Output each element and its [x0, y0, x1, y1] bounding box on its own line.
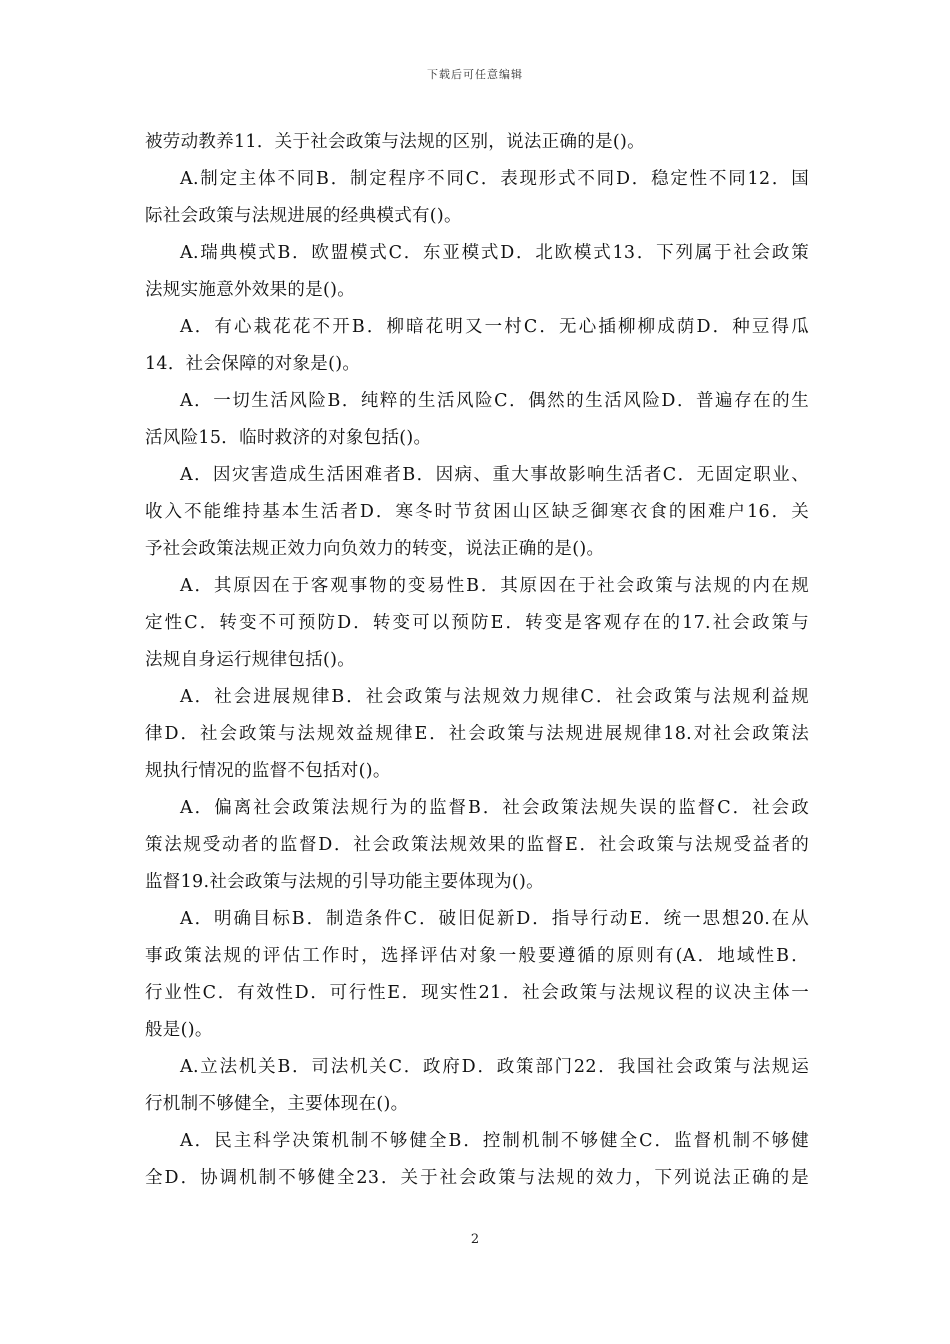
text-line: 收入不能维持基本生活者D．寒冬时节贫困山区缺乏御寒衣食的困难户16．关: [145, 502, 809, 522]
text-line: 行机制不够健全，主要体现在()。: [145, 1094, 409, 1114]
page-header: 下载后可任意编辑: [427, 68, 523, 81]
text-line: 规执行情况的监督不包括对()。: [145, 761, 391, 781]
text-line: 法规实施意外效果的是()。: [145, 280, 356, 300]
text-line: 际社会政策与法规进展的经典模式有()。: [145, 206, 462, 226]
text-line: A．民主科学决策机制不够健全B．控制机制不够健全C．监督机制不够健: [180, 1131, 809, 1151]
page-number: 2: [470, 1232, 480, 1247]
text-line: A.制定主体不同B．制定程序不同C．表现形式不同D．稳定性不同12．国: [180, 169, 809, 189]
text-line: 被劳动教养11．关于社会政策与法规的区别，说法正确的是()。: [145, 132, 645, 152]
text-line: 全D．协调机制不够健全23．关于社会政策与法规的效力，下列说法正确的是: [145, 1168, 809, 1188]
text-line: 14．社会保障的对象是()。: [145, 354, 361, 374]
text-line: 行业性C．有效性D．可行性E．现实性21．社会政策与法规议程的议决主体一: [145, 983, 809, 1003]
text-line: A．有心栽花花不开B．柳暗花明又一村C．无心插柳柳成荫D．种豆得瓜: [180, 317, 809, 337]
text-line: A．社会进展规律B．社会政策与法规效力规律C．社会政策与法规利益规: [180, 687, 809, 707]
text-line: 法规自身运行规律包括()。: [145, 650, 356, 670]
text-line: 予社会政策法规正效力向负效力的转变，说法正确的是()。: [145, 539, 605, 559]
text-line: A．明确目标B．制造条件C．破旧促新D．指导行动E．统一思想20.在从: [180, 909, 809, 929]
text-line: 监督19.社会政策与法规的引导功能主要体现为()。: [145, 872, 544, 892]
text-line: A．一切生活风险B．纯粹的生活风险C．偶然的生活风险D．普遍存在的生: [180, 391, 809, 411]
text-line: A.立法机关B．司法机关C．政府D．政策部门22．我国社会政策与法规运: [180, 1057, 809, 1077]
text-line: 策法规受动者的监督D．社会政策法规效果的监督E．社会政策与法规受益者的: [145, 835, 809, 855]
text-line: 般是()。: [145, 1020, 213, 1040]
text-line: 律D．社会政策与法规效益规律E．社会政策与法规进展规律18.对社会政策法: [145, 724, 809, 744]
text-line: A．偏离社会政策法规行为的监督B．社会政策法规失误的监督C．社会政: [180, 798, 809, 818]
document-body: [145, 124, 809, 1197]
text-line: 定性C．转变不可预防D．转变可以预防E．转变是客观存在的17.社会政策与: [145, 613, 809, 633]
text-line: A．其原因在于客观事物的变易性B．其原因在于社会政策与法规的内在规: [180, 576, 809, 596]
text-line: 事政策法规的评估工作时，选择评估对象一般要遵循的原则有(A．地域性B．: [145, 946, 809, 966]
text-line: 活风险15．临时救济的对象包括()。: [145, 428, 432, 448]
text-line: A．因灾害造成生活困难者B．因病、重大事故影响生活者C．无固定职业、: [180, 465, 809, 485]
text-line: A.瑞典模式B．欧盟模式C．东亚模式D．北欧模式13．下列属于社会政策: [180, 243, 809, 263]
